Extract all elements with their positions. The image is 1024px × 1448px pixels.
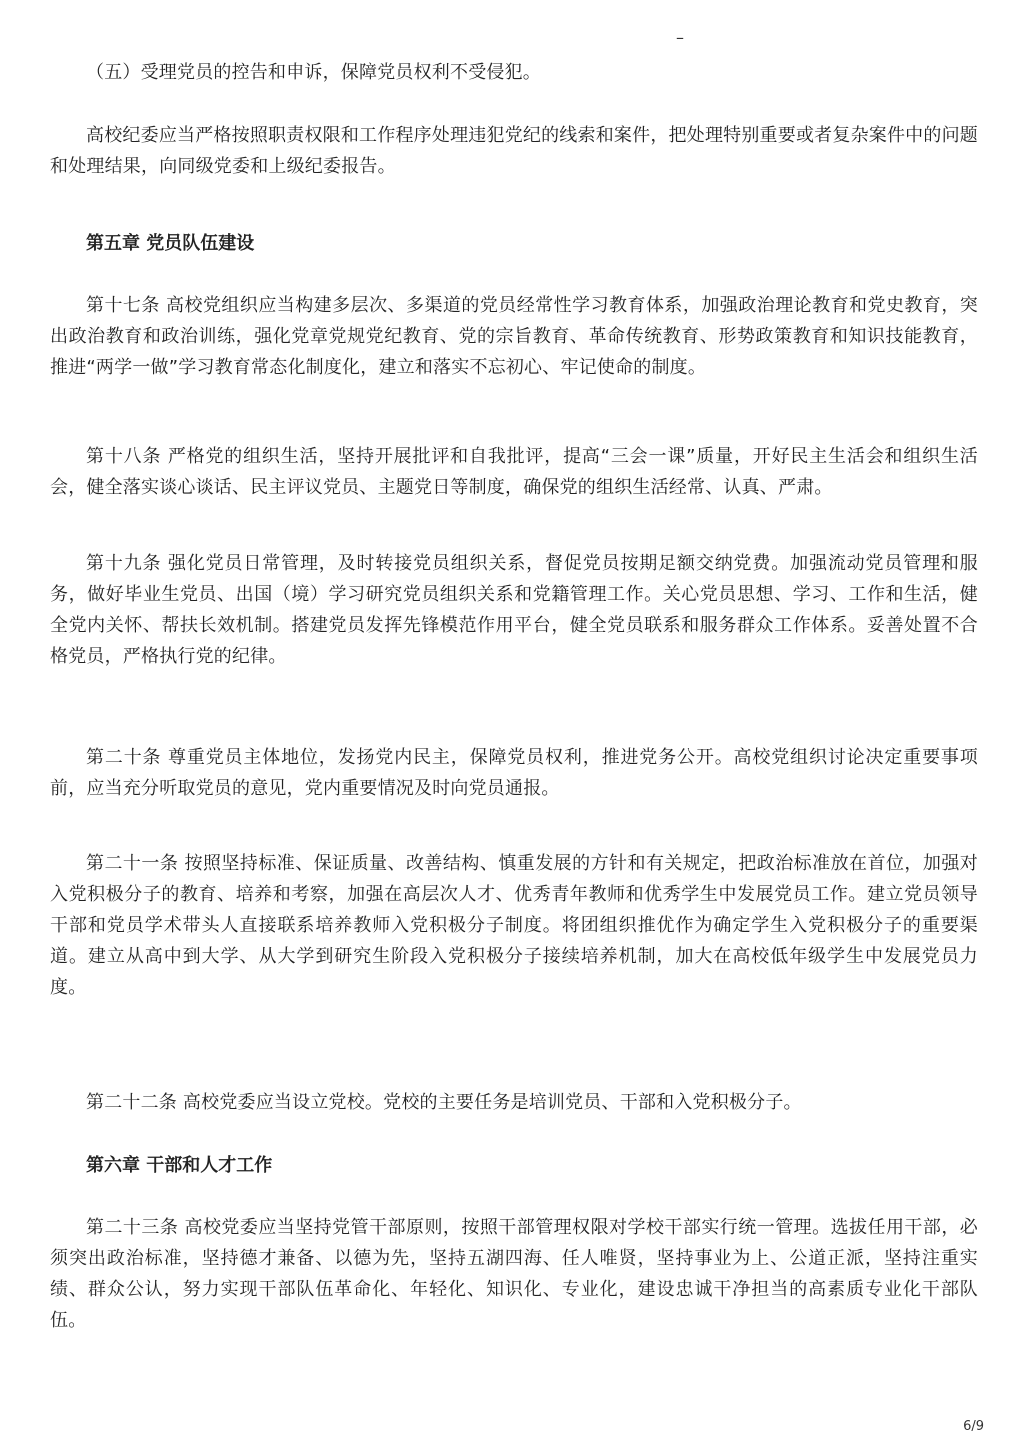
top-mark: – xyxy=(676,28,684,47)
page-number: 6/9 xyxy=(963,1419,984,1434)
paragraph-discipline-report: 高校纪委应当严格按照职责权限和工作程序处理违犯党纪的线索和案件，把处理特别重要或者复杂案件中的问题和处理结果，向同级党委和上级纪委报告。 xyxy=(50,125,978,177)
chapter-6-heading: 第六章 干部和人才工作 xyxy=(86,1155,273,1176)
article-22: 第二十二条 高校党委应当设立党校。党校的主要任务是培训党员、干部和入党积极分子。 xyxy=(86,1092,802,1113)
article-21: 第二十一条 按照坚持标准、保证质量、改善结构、慎重发展的方针和有关规定，把政治标准放在首位，加强对入党积极分子的教育、培养和考察，加强在高层次人才、优秀青年教师和优秀学生中发展党员工作。建立党员领导干部和党员学术带头人直接联系培养教师入党积极分子制度。将团组织推优作为确定学生入党积极分子的重要渠道。建立从高中到大学、从大学到研究生阶段入党积极分子接续培养机制，加大在高校低年级学生中发展党员力度。 xyxy=(50,853,978,998)
article-23: 第二十三条 高校党委应当坚持党管干部原则，按照干部管理权限对学校干部实行统一管理。选拔任用干部，必须突出政治标准，坚持德才兼备、以德为先，坚持五湖四海、任人唯贤，坚持事业为上、公道正派，坚持注重实绩、群众公认，努力实现干部队伍革命化、年轻化、知识化、专业化，建设忠诚干净担当的高素质专业化干部队伍。 xyxy=(50,1217,978,1331)
article-18: 第十八条 严格党的组织生活，坚持开展批评和自我批评，提高“三会一课”质量，开好民主生活会和组织生活会，健全落实谈心谈话、民主评议党员、主题党日等制度，确保党的组织生活经常、认真、严肃。 xyxy=(50,446,978,498)
chapter-5-heading: 第五章 党员队伍建设 xyxy=(86,233,255,254)
paragraph-item-5: （五）受理党员的控告和申诉，保障党员权利不受侵犯。 xyxy=(86,62,541,83)
article-17: 第十七条 高校党组织应当构建多层次、多渠道的党员经常性学习教育体系，加强政治理论教育和党史教育，突出政治教育和政治训练，强化党章党规党纪教育、党的宗旨教育、革命传统教育、形势政策教育和知识技能教育，推进“两学一做”学习教育常态化制度化，建立和落实不忘初心、牢记使命的制度。 xyxy=(50,295,978,378)
article-20: 第二十条 尊重党员主体地位，发扬党内民主，保障党员权利，推进党务公开。高校党组织讨论决定重要事项前，应当充分听取党员的意见，党内重要情况及时向党员通报。 xyxy=(50,747,978,799)
article-19: 第十九条 强化党员日常管理，及时转接党员组织关系，督促党员按期足额交纳党费。加强流动党员管理和服务，做好毕业生党员、出国（境）学习研究党员组织关系和党籍管理工作。关心党员思想、学习、工作和生活，健全党内关怀、帮扶长效机制。搭建党员发挥先锋模范作用平台，健全党员联系和服务群众工作体系。妥善处置不合格党员，严格执行党的纪律。 xyxy=(50,553,978,667)
